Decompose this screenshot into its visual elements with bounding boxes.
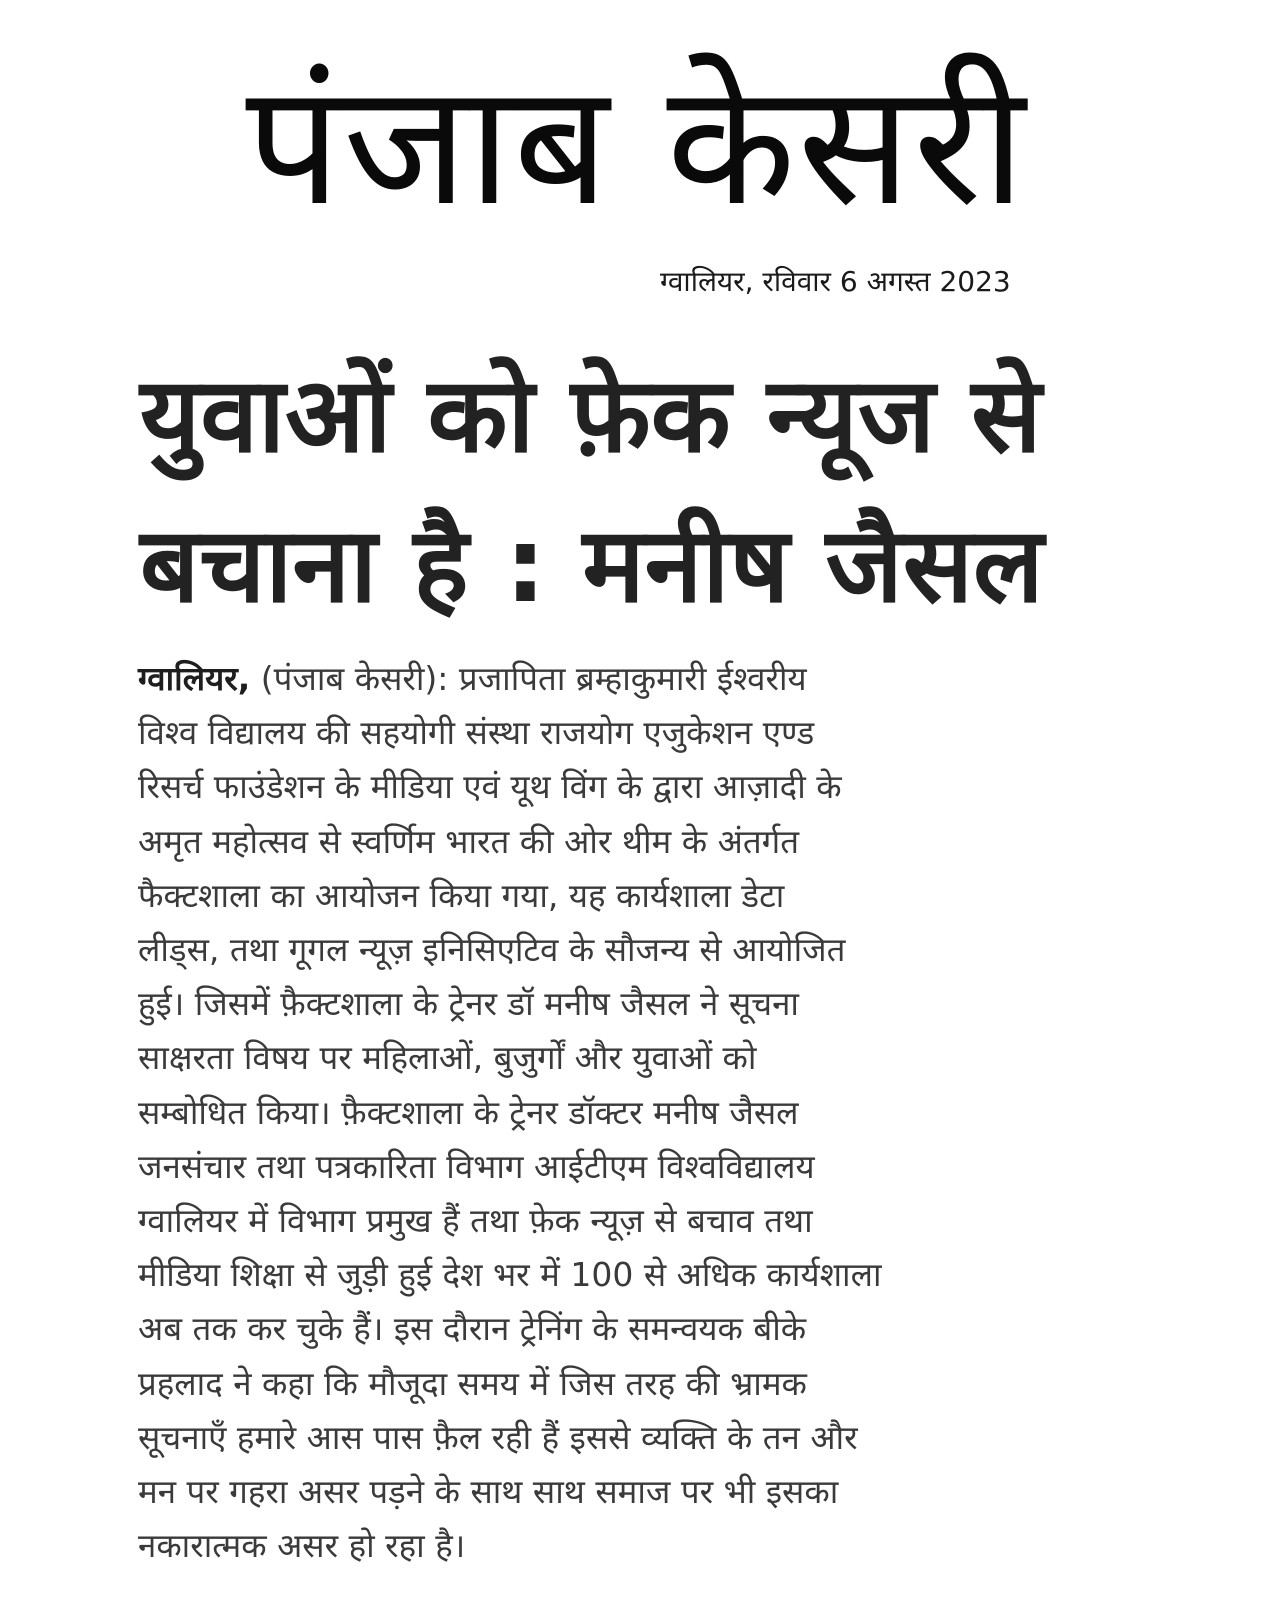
body-line: नकारात्मक असर हो रहा है। <box>138 1526 466 1566</box>
body-line: अमृत महोत्सव से स्वर्णिम भारत की ओर थीम के अंतर्गत <box>138 821 800 861</box>
body-line: मीडिया शिक्षा से जुड़ी हुई देश भर में 100 से अधिक कार्यशाला <box>138 1255 882 1295</box>
body-line: ग्वालियर में विभाग प्रमुख हैं तथा फ़ेक न्यूज़ से बचाव तथा <box>138 1201 813 1241</box>
body-line: प्रहलाद ने कहा कि मौजूदा समय में जिस तरह की भ्रामक <box>138 1363 807 1403</box>
first-line-text: (पंजाब केसरी): प्रजापिता ब्रम्हाकुमारी ईश्वरीय <box>250 659 807 698</box>
article-body <box>138 652 1218 1573</box>
body-line: मन पर गहरा असर पड़ने के साथ साथ समाज पर भी इसका <box>138 1472 839 1512</box>
body-line: लीड्स, तथा गूगल न्यूज़ इनिसिएटिव के सौजन्य से आयोजित <box>138 930 846 970</box>
body-line: रिसर्च फाउंडेशन के मीडिया एवं यूथ विंग के द्वारा आज़ादी के <box>138 767 842 807</box>
body-line <box>138 652 1218 706</box>
body-line: हुई। जिसमें फ़ैक्टशाला के ट्रेनर डॉ मनीष जैसल ने सूचना <box>138 984 799 1024</box>
body-line: सम्बोधित किया। फ़ैक्टशाला के ट्रेनर डॉक्टर मनीष जैसल <box>138 1092 799 1132</box>
body-line: विश्व विद्यालय की सहयोगी संस्था राजयोग एजुकेशन एण्ड <box>138 713 815 753</box>
body-line: फैक्टशाला का आयोजन किया गया, यह कार्यशाला डेटा <box>138 875 785 915</box>
headline <box>140 340 1200 640</box>
body-line: अब तक कर चुके हैं। इस दौरान ट्रेनिंग के समन्वयक बीके <box>138 1309 807 1349</box>
body-line: जनसंचार तथा पत्रकारिता विभाग आईटीएम विश्वविद्यालय <box>138 1146 815 1186</box>
newspaper-masthead: पंजाब केसरी <box>245 47 1028 243</box>
headline-line: युवाओं को फ़ेक न्यूज से <box>140 354 1042 476</box>
body-line: सूचनाएँ हमारे आस पास फ़ैल रही हैं इससे व्यक्ति के तन और <box>138 1417 858 1457</box>
dateline: ग्वालियर, रविवार 6 अगस्त 2023 <box>660 265 1011 298</box>
body-line: साक्षरता विषय पर महिलाओं, बुजुर्गों और युवाओं को <box>138 1038 757 1078</box>
headline-line: बचाना है : मनीष जैसल <box>140 504 1044 626</box>
city-label: ग्वालियर, <box>138 659 251 698</box>
